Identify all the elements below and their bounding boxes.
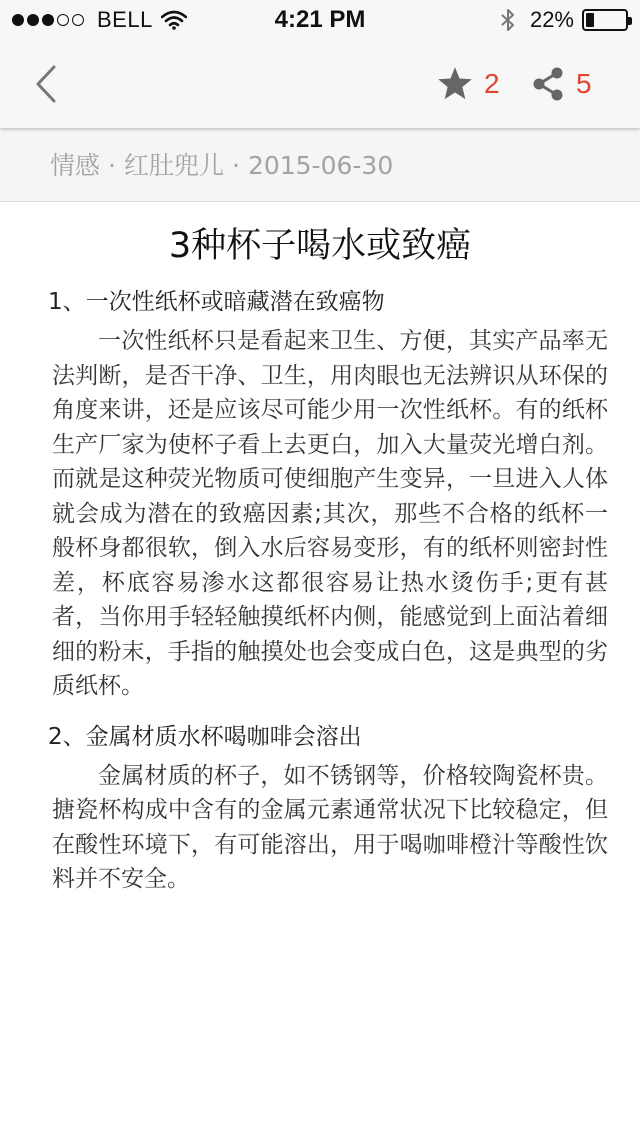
section-heading: 2、金属材质水杯喝咖啡会溶出 xyxy=(48,723,362,750)
back-button[interactable] xyxy=(26,62,70,106)
section-body: 金属材质的杯子，如不锈钢等，价格较陶瓷杯贵。搪瓷杯构成中含有的金属元素通常状况下比较稳定，但在酸性环境下，有可能溶出，用于喝咖啡橙汁等酸性饮料并不安全。 xyxy=(52,762,608,892)
article-author: 红肚兜儿 xyxy=(123,151,224,180)
clock: 4:21 PM xyxy=(274,6,366,33)
article-meta xyxy=(0,128,640,202)
battery-level xyxy=(586,13,594,27)
article-date: 2015-06-30 xyxy=(247,151,394,180)
section-heading: 1、一次性纸杯或暗藏潜在致癌物 xyxy=(48,289,385,315)
navigation-bar xyxy=(0,40,640,128)
star-icon xyxy=(436,66,474,102)
battery-percentage: 22% xyxy=(529,7,574,32)
bluetooth-icon xyxy=(500,8,516,32)
meta-separator: · xyxy=(231,151,240,180)
article-title: 3种杯子喝水或致癌 xyxy=(168,226,472,266)
section-body: 一次性纸杯只是看起来卫生、方便，其实产品率无法判断，是否干净、卫生，用肉眼也无法辨识从环保的角度来讲，还是应该尽可能少用一次性纸杯。有的纸杯生产厂家为使杯子看上去更白，加入大量荧光增白剂。而就是这种荧光物质可使细胞产生变异，一旦进入人体就会成为潜在的致癌因素;其次，那些不合格的纸杯一般杯身都很软，倒入水后容易变形，有的纸杯则密封性差，杯底容易渗水这都很容易让热水烫伤手;更有甚者，当你用手轻轻触摸纸杯内侧，能感觉到上面沾着细细的粉末，手指的触摸处也会变成白色，这是典型的劣质纸杯。 xyxy=(52,328,608,699)
article-content xyxy=(0,202,640,897)
share-button[interactable] xyxy=(530,62,592,106)
meta-separator: · xyxy=(108,151,116,180)
battery-icon xyxy=(582,9,628,31)
chevron-left-icon xyxy=(26,62,70,106)
article-category: 情感 xyxy=(50,151,101,180)
share-count: 5 xyxy=(576,68,592,99)
favorite-count: 2 xyxy=(484,68,500,99)
carrier-name: BELL xyxy=(97,7,153,32)
favorite-button[interactable] xyxy=(436,62,500,106)
share-icon xyxy=(530,66,566,102)
status-bar xyxy=(0,0,640,40)
